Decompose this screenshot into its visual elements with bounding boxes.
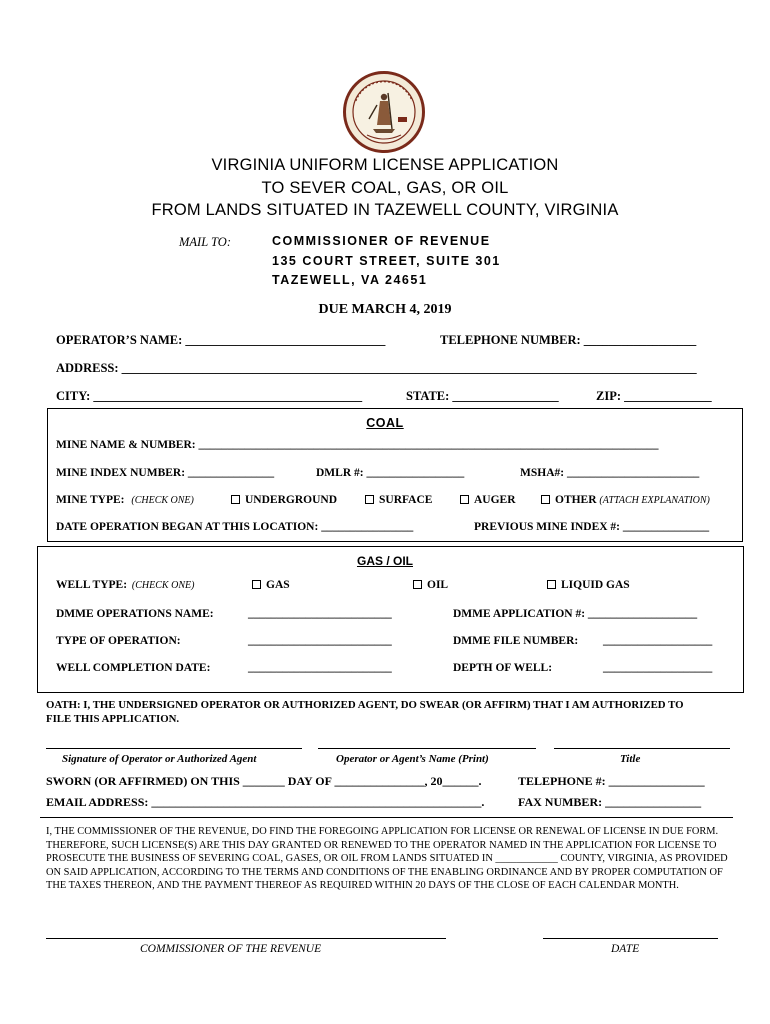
date-began-field[interactable]: DATE OPERATION BEGAN AT THIS LOCATION: ________________ xyxy=(56,521,414,533)
well-completion-date-label: WELL COMPLETION DATE: xyxy=(56,662,211,674)
title-line-2: TO SEVER COAL, GAS, OR OIL xyxy=(261,179,509,197)
signature-caption: Signature of Operator or Authorized Agent xyxy=(62,753,257,765)
auger-checkbox[interactable] xyxy=(460,495,469,504)
mine-type-label xyxy=(56,494,194,506)
dmme-application-field[interactable]: DMME APPLICATION #: ___________________ xyxy=(453,608,698,620)
liquid-gas-option[interactable] xyxy=(547,579,630,591)
sworn-field[interactable]: SWORN (OR AFFIRMED) ON THIS _______ DAY OF _______________, 20______. xyxy=(46,774,482,788)
title-line[interactable] xyxy=(554,748,730,749)
signature-line[interactable] xyxy=(46,748,302,749)
underground-checkbox[interactable] xyxy=(231,495,240,504)
attach-explanation: (ATTACH EXPLANATION) xyxy=(599,495,710,506)
title-line-1: VIRGINIA UNIFORM LICENSE APPLICATION xyxy=(211,156,559,174)
type-of-operation-field[interactable]: _________________________ xyxy=(248,635,392,647)
oil-option[interactable] xyxy=(413,579,448,591)
previous-index-field[interactable]: PREVIOUS MINE INDEX #: _______________ xyxy=(474,521,710,533)
well-type-text: WELL TYPE: xyxy=(56,579,128,591)
underground-option[interactable] xyxy=(231,494,337,506)
mine-type-text: MINE TYPE: xyxy=(56,494,125,506)
liquid-gas-checkbox[interactable] xyxy=(547,580,556,589)
surface-checkbox[interactable] xyxy=(365,495,374,504)
dmme-operations-name-field[interactable]: _________________________ xyxy=(248,608,392,620)
depth-of-well-label: DEPTH OF WELL: xyxy=(453,662,553,674)
gas-label: GAS xyxy=(266,579,290,591)
oil-label: OIL xyxy=(427,579,449,591)
dmme-operations-name-label: DMME OPERATIONS NAME: xyxy=(56,608,214,620)
dmlr-field[interactable]: DMLR #: _________________ xyxy=(316,467,465,479)
fax-field[interactable]: FAX NUMBER: ________________ xyxy=(518,795,702,809)
well-type-label xyxy=(56,579,194,591)
underground-label: UNDERGROUND xyxy=(245,494,337,506)
well-type-check-one: (CHECK ONE) xyxy=(131,580,195,591)
section-divider xyxy=(40,817,733,818)
title-line-3: FROM LANDS SITUATED IN TAZEWELL COUNTY, VIRGINIA xyxy=(151,201,619,219)
type-of-operation-label: TYPE OF OPERATION: xyxy=(56,635,181,647)
surface-label: SURFACE xyxy=(379,494,433,506)
oath-line-1: OATH: I, THE UNDERSIGNED OPERATOR OR AUTHORIZED AGENT, DO SWEAR (OR AFFIRM) THAT I AM AUTHORIZED TO xyxy=(46,699,684,711)
dmme-file-number-field[interactable]: ___________________ xyxy=(603,635,713,647)
depth-of-well-field[interactable]: ___________________ xyxy=(603,662,713,674)
mine-name-field[interactable]: MINE NAME & NUMBER: ________________________________________________________________________________ xyxy=(56,439,659,451)
commissioner-statement: I, THE COMMISSIONER OF THE REVENUE, DO FIND THE FOREGOING APPLICATION FOR LICENSE OR RENEWAL OF LICENSE IN DUE FORM. THEREFORE, SUCH LICENSE(S) ARE THIS DAY GRANTED OR RENEWED TO THE OPERATOR NAMED IN THE APPLICATION FOR LICENSE TO PROSECUTE THE BUSINESS OF SEVERING COAL, GASES, OR OIL FROM LANDS SITUATED IN ____________ COUNTY, VIRGINIA, AS PROVIDED ON SAID APPLICATION, ACCORDING TO THE TERMS AND CONDITIONS OF THE ENABLING ORDINANCE AND BY PROPER COMPUTATION OF THE TAXES THEREON, AND THE PAYMENT THEREOF AS REQUIRED WITHIN 20 DAYS OF THE CLOSE OF EACH CALENDAR MONTH. xyxy=(46,826,728,892)
city-field[interactable]: CITY: ___________________________________________ xyxy=(56,389,363,403)
commissioner-signature-line[interactable] xyxy=(46,938,446,939)
msha-field[interactable]: MSHA#: _______________________ xyxy=(520,467,700,479)
auger-label: AUGER xyxy=(474,494,516,506)
commissioner-caption: COMMISSIONER OF THE REVENUE xyxy=(140,943,322,955)
telephone-field[interactable]: TELEPHONE NUMBER: __________________ xyxy=(440,333,697,347)
mine-index-field[interactable]: MINE INDEX NUMBER: _______________ xyxy=(56,467,275,479)
zip-field[interactable]: ZIP: ______________ xyxy=(596,389,712,403)
mail-line-2: 135 COURT STREET, SUITE 301 xyxy=(272,254,501,268)
auger-option[interactable] xyxy=(460,494,516,506)
gas-checkbox[interactable] xyxy=(252,580,261,589)
oil-checkbox[interactable] xyxy=(413,580,422,589)
sworn-telephone-field[interactable]: TELEPHONE #: ________________ xyxy=(518,774,705,788)
date-line[interactable] xyxy=(543,938,718,939)
surface-option[interactable] xyxy=(365,494,432,506)
dmme-file-number-label: DMME FILE NUMBER: xyxy=(453,635,579,647)
other-option[interactable] xyxy=(541,494,710,506)
other-label: OTHER xyxy=(555,494,597,506)
liquid-gas-label: LIQUID GAS xyxy=(561,579,630,591)
gas-oil-heading: GAS / OIL xyxy=(356,554,413,568)
gas-option[interactable] xyxy=(252,579,290,591)
name-line[interactable] xyxy=(318,748,536,749)
mine-type-check-one: (CHECK ONE) xyxy=(131,495,194,506)
date-caption: DATE xyxy=(611,943,640,955)
operator-name-field[interactable]: OPERATOR’S NAME: ________________________________ xyxy=(56,333,386,347)
other-checkbox[interactable] xyxy=(541,495,550,504)
email-field[interactable]: EMAIL ADDRESS: _______________________________________________________. xyxy=(46,795,485,809)
due-date: DUE MARCH 4, 2019 xyxy=(318,302,452,317)
title-caption: Title xyxy=(620,753,641,765)
well-completion-date-field[interactable]: _________________________ xyxy=(248,662,392,674)
mail-line-1: COMMISSIONER OF REVENUE xyxy=(272,234,491,248)
state-field[interactable]: STATE: _________________ xyxy=(406,389,559,403)
virginia-seal xyxy=(343,71,425,153)
name-caption: Operator or Agent’s Name (Print) xyxy=(336,753,489,765)
oath-line-2: FILE THIS APPLICATION. xyxy=(46,713,180,725)
mail-to-label: MAIL TO: xyxy=(179,235,231,249)
address-field[interactable]: ADDRESS: ____________________________________________________________________________________________ xyxy=(56,361,697,375)
mail-line-3: TAZEWELL, VA 24651 xyxy=(272,273,428,287)
coal-heading: COAL xyxy=(366,416,404,430)
